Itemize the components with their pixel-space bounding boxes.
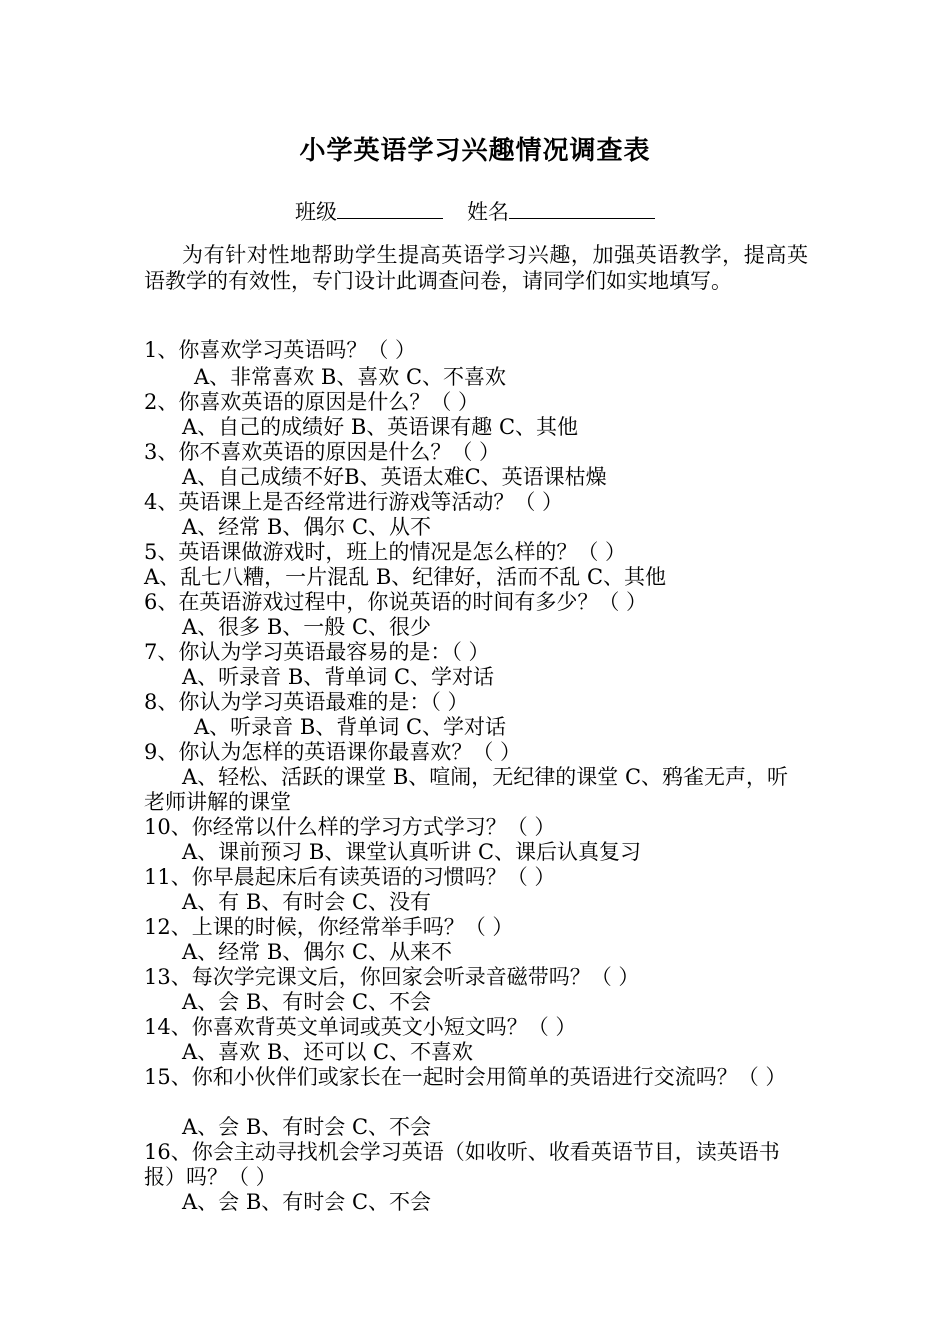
page-title: 小学英语学习兴趣情况调查表 xyxy=(299,136,651,166)
question-3: 3、你不喜欢英语的原因是什么？（ ） xyxy=(144,440,501,464)
name-label: 姓名 xyxy=(467,200,509,224)
question-2: 2、你喜欢英语的原因是什么？（ ） xyxy=(144,390,480,414)
question-4-options: A、经常 B、偶尔 C、从不 xyxy=(182,515,432,539)
question-6-options: A、很多 B、一般 C、很少 xyxy=(182,615,432,639)
question-9-options: A、轻松、活跃的课堂 B、喧闹，无纪律的课堂 C、鸦雀无声，听老师讲解的课堂 xyxy=(144,765,789,814)
question-12: 12、上课的时候，你经常举手吗？（ ） xyxy=(144,915,514,939)
question-12-options: A、经常 B、偶尔 C、从来不 xyxy=(182,940,453,964)
question-15-options: A、会 B、有时会 C、不会 xyxy=(182,1115,432,1139)
question-7-options: A、听录音 B、背单词 C、学对话 xyxy=(182,665,495,689)
class-blank[interactable] xyxy=(337,198,443,219)
question-3-options: A、自己成绩不好B、英语太难C、英语课枯燥 xyxy=(182,465,607,489)
question-15: 15、你和小伙伴们或家长在一起时会用简单的英语进行交流吗？（ ） xyxy=(144,1065,787,1089)
student-info-fields xyxy=(0,196,950,226)
question-7: 7、你认为学习英语最容易的是：（ ） xyxy=(144,640,490,664)
question-13: 13、每次学完课文后，你回家会听录音磁带吗？（ ） xyxy=(144,965,640,989)
intro-paragraph: 为有针对性地帮助学生提高英语学习兴趣，加强英语教学，提高英语教学的有效性，专门设计此调查问卷，请同学们如实地填写。 xyxy=(144,243,808,293)
question-8-options: A、听录音 B、背单词 C、学对话 xyxy=(194,715,507,739)
question-4: 4、英语课上是否经常进行游戏等活动？（ ） xyxy=(144,490,564,514)
question-10: 10、你经常以什么样的学习方式学习？（ ） xyxy=(144,815,556,839)
question-1: 1、你喜欢学习英语吗？（ ） xyxy=(144,338,417,362)
question-16-options: A、会 B、有时会 C、不会 xyxy=(182,1190,432,1214)
question-13-options: A、会 B、有时会 C、不会 xyxy=(182,990,432,1014)
question-9: 9、你认为怎样的英语课你最喜欢？（ ） xyxy=(144,740,522,764)
question-5: 5、英语课做游戏时，班上的情况是怎么样的？（ ） xyxy=(144,540,627,564)
question-6: 6、在英语游戏过程中，你说英语的时间有多少？（ ） xyxy=(144,590,648,614)
question-11: 11、你早晨起床后有读英语的习惯吗？（ ） xyxy=(144,865,556,889)
class-label: 班级 xyxy=(295,200,337,224)
question-14: 14、你喜欢背英文单词或英文小短文吗？（ ） xyxy=(144,1015,577,1039)
question-1-options: A、非常喜欢 B、喜欢 C、不喜欢 xyxy=(194,365,507,389)
question-14-options: A、喜欢 B、还可以 C、不喜欢 xyxy=(182,1040,474,1064)
question-2-options: A、自己的成绩好 B、英语课有趣 C、其他 xyxy=(182,415,579,439)
name-blank[interactable] xyxy=(509,198,655,219)
question-11-options: A、有 B、有时会 C、没有 xyxy=(182,890,432,914)
question-5-options: A、乱七八糟，一片混乱 B、纪律好，活而不乱 C、其他 xyxy=(144,565,667,589)
question-8: 8、你认为学习英语最难的是：（ ） xyxy=(144,690,469,714)
question-16: 16、你会主动寻找机会学习英语（如收听、收看英语节目，读英语书报）吗？（ ） xyxy=(144,1140,780,1189)
question-10-options: A、课前预习 B、课堂认真听讲 C、课后认真复习 xyxy=(182,840,642,864)
